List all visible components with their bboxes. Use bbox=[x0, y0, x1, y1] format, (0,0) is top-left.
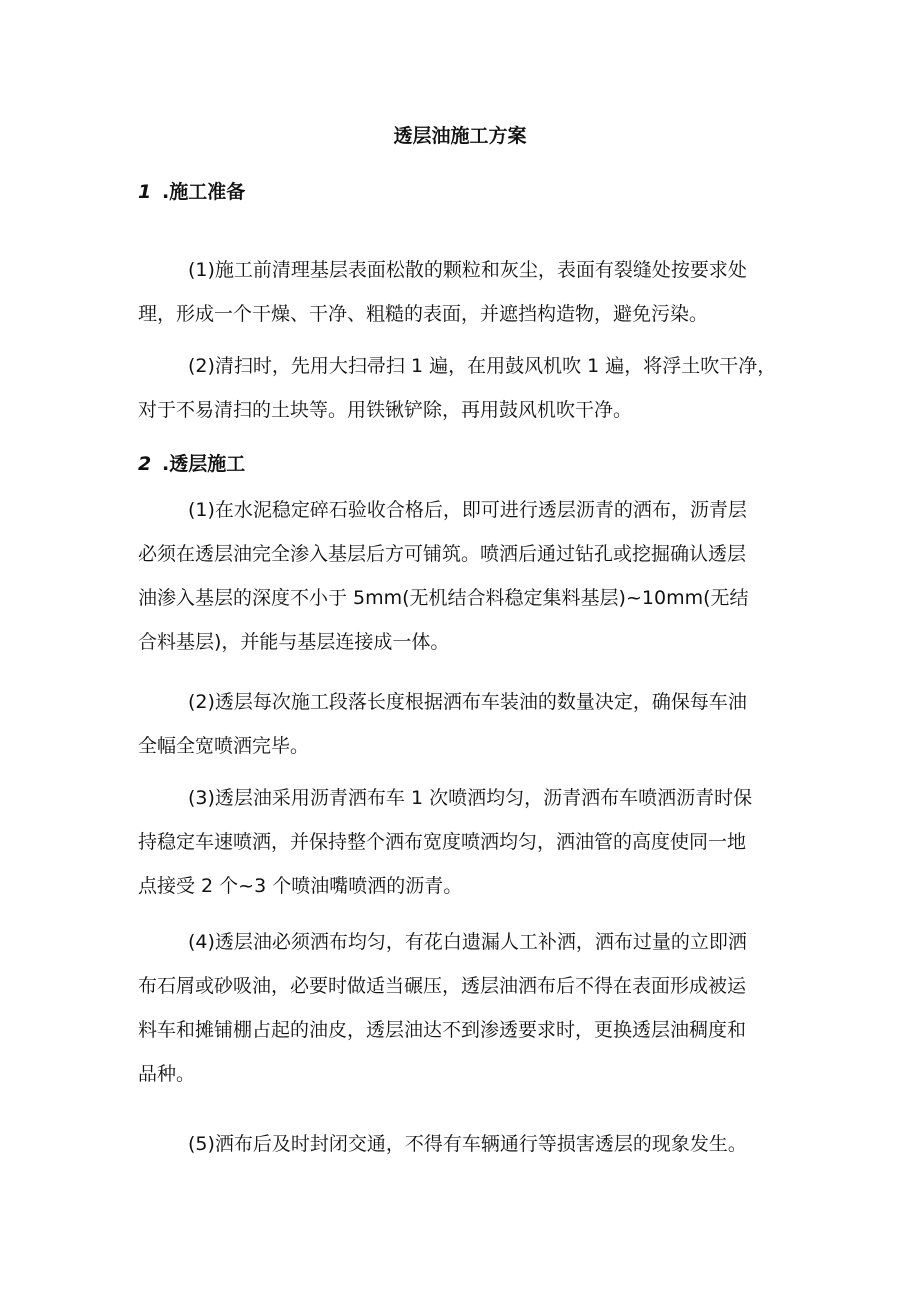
paragraph-line: 理，形成一个干燥、干净、粗糙的表面，并遮挡构造物，避免污染。 bbox=[138, 303, 709, 325]
paragraph bbox=[138, 496, 788, 656]
paragraph bbox=[138, 1130, 788, 1158]
paragraph-line: (2)清扫时，先用大扫帚扫 1 遍，在用鼓风机吹 1 遍，将浮土吹干净， bbox=[188, 355, 777, 377]
paragraph-line: 必须在透层油完全渗入基层后方可铺筑。喷洒后通过钻孔或挖掘确认透层 bbox=[138, 543, 747, 565]
paragraph-line: 持稳定车速喷洒，并保持整个洒布宽度喷洒均匀，洒油管的高度使同一地 bbox=[138, 831, 747, 853]
paragraph bbox=[138, 256, 788, 328]
paragraph bbox=[138, 784, 788, 900]
paragraph-line: 油渗入基层的深度不小于 5mm(无机结合料稳定集料基层)~10mm(无结 bbox=[138, 587, 749, 609]
paragraph-line: (4)透层油必须洒布均匀，有花白遗漏人工补洒，洒布过量的立即洒 bbox=[188, 931, 747, 953]
paragraph bbox=[138, 928, 788, 1088]
paragraph-line: 料车和摊铺棚占起的油皮，透层油达不到渗透要求时，更换透层油稠度和 bbox=[138, 1019, 747, 1041]
document-title: 透层油施工方案 bbox=[393, 125, 527, 147]
paragraph-line: (1)施工前清理基层表面松散的颗粒和灰尘，表面有裂缝处按要求处 bbox=[188, 259, 747, 281]
section-heading-text: .透层施工 bbox=[162, 453, 246, 475]
section-number: 2 bbox=[138, 453, 152, 475]
paragraph bbox=[138, 688, 788, 760]
paragraph-line: (3)透层油采用沥青洒布车 1 次喷洒均匀，沥青洒布车喷洒沥青时保 bbox=[188, 787, 753, 809]
paragraph-line: 对于不易清扫的土块等。用铁锹铲除，再用鼓风机吹干净。 bbox=[138, 399, 633, 421]
section-heading-1 bbox=[138, 178, 245, 206]
paragraph-line: (2)透层每次施工段落长度根据洒布车装油的数量决定，确保每车油 bbox=[188, 691, 747, 713]
paragraph-line: 点接受 2 个~3 个喷油嘴喷洒的沥青。 bbox=[138, 875, 463, 897]
paragraph-line: 布石屑或砂吸油，必要时做适当碾压，透层油洒布后不得在表面形成被运 bbox=[138, 975, 747, 997]
paragraph-line: 全幅全宽喷洒完毕。 bbox=[138, 735, 310, 757]
paragraph bbox=[138, 352, 788, 424]
paragraph-line: (1)在水泥稳定碎石验收合格后，即可进行透层沥青的洒布，沥青层 bbox=[188, 499, 747, 521]
paragraph-line: (5)洒布后及时封闭交通，不得有车辆通行等损害透层的现象发生。 bbox=[188, 1133, 747, 1155]
paragraph-line: 合料基层)，并能与基层连接成一体。 bbox=[138, 631, 450, 653]
section-number: 1 bbox=[138, 181, 152, 203]
section-heading-2 bbox=[138, 450, 245, 478]
paragraph-line: 品种。 bbox=[138, 1063, 196, 1085]
section-heading-text: .施工准备 bbox=[162, 181, 246, 203]
